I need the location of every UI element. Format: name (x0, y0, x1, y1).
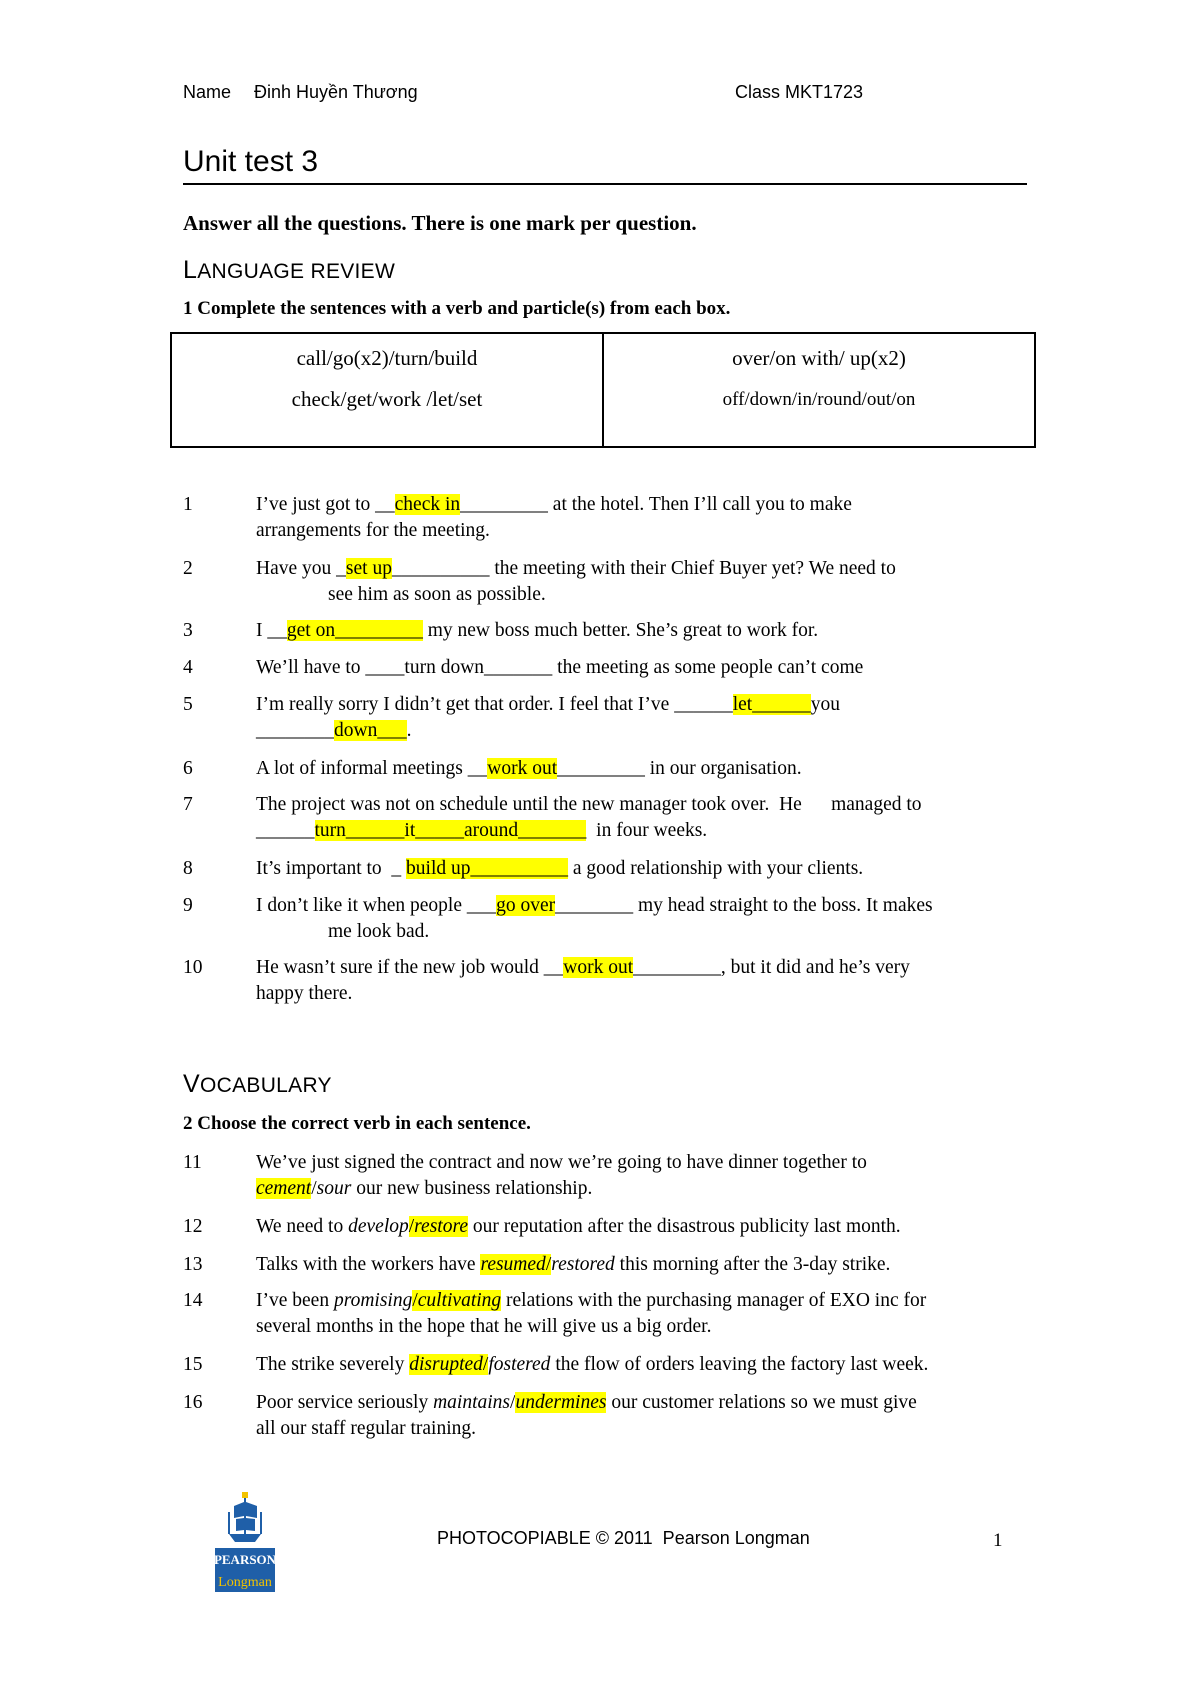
logo-text-longman: Longman (218, 1575, 272, 1590)
heading-first-letter: L (183, 256, 198, 284)
option-unselected: restored (551, 1254, 615, 1275)
option-separator: / (482, 1354, 489, 1375)
question-text: A lot of informal meetings __ (256, 758, 488, 779)
question-15 (183, 1352, 1023, 1378)
option-unselected: maintains (433, 1392, 511, 1413)
name-value: Đinh Huyền Thương (254, 82, 418, 102)
verbs-column (172, 334, 602, 446)
heading-first-letter: V (183, 1070, 200, 1098)
question-number: 1 (183, 494, 193, 515)
answer-blank: ______ (345, 820, 405, 841)
particles-line-1: over/on with/ up(x2) (732, 346, 906, 370)
question-7 (183, 792, 1023, 844)
question-number: 11 (183, 1152, 202, 1173)
question-number: 4 (183, 657, 193, 678)
task-2-instruction: 2 Choose the correct verb in each sentence. (183, 1113, 531, 1134)
question-13 (183, 1252, 1023, 1278)
question-text: me look bad. (328, 921, 430, 942)
question-text: the flow of orders leaving the factory last week. (550, 1354, 929, 1375)
question-number: 12 (183, 1216, 203, 1237)
answer-highlight: set up (345, 558, 392, 579)
question-text: Poor service seriously (256, 1392, 434, 1413)
task-1-instruction: 1 Complete the sentences with a verb and particle(s) from each box. (183, 298, 731, 319)
question-text: our new business relationship. (351, 1178, 593, 1199)
question-number: 3 (183, 620, 193, 641)
answer-highlight: get on (286, 620, 336, 641)
answer-blank: _____ (415, 820, 465, 841)
question-text: Talks with the workers have (256, 1254, 481, 1275)
option-selected: disrupted (409, 1354, 483, 1375)
section-heading-language-review (183, 256, 395, 285)
answer-highlight: go over (496, 895, 556, 916)
question-text: ________ my head straight to the boss. It makes (555, 895, 933, 916)
question-text: We’ve just signed the contract and now we’re going to have dinner together to (256, 1152, 867, 1173)
question-3 (183, 618, 1023, 644)
heading-rest: OCABULARY (199, 1074, 332, 1097)
answer-blank: ___ (377, 720, 407, 741)
question-number: 16 (183, 1392, 203, 1413)
question-text: _________, but it did and he’s very (633, 957, 910, 978)
question-text: this morning after the 3-day strike. (614, 1254, 891, 1275)
option-selected: restore (414, 1216, 468, 1237)
question-number: 8 (183, 858, 193, 879)
answer-highlight: down (334, 720, 378, 741)
question-8 (183, 856, 1023, 882)
question-14 (183, 1288, 1023, 1340)
question-text: our customer relations so we must give (606, 1392, 917, 1413)
verbs-line-2: check/get/work /let/set (291, 387, 483, 411)
title-divider (183, 183, 1027, 185)
question-text: We’ll have to ____turn down_______ the meeting as some people can’t come (256, 657, 864, 678)
option-selected: resumed (480, 1254, 546, 1275)
logo-text-pearson: PEARSON (215, 1552, 275, 1567)
heading-rest: ANGUAGE REVIEW (197, 260, 396, 283)
answer-blank: ______ (752, 694, 811, 715)
question-text: in four weeks. (586, 820, 708, 841)
particles-line-2: off/down/in/round/out/on (722, 389, 916, 410)
answer-blank: ______ (256, 820, 315, 841)
question-text: . (406, 720, 412, 741)
option-separator: / (412, 1290, 418, 1311)
question-text: arrangements for the meeting. (256, 520, 490, 541)
answer-highlight: work out (563, 957, 634, 978)
question-6 (183, 756, 1023, 782)
question-number: 9 (183, 895, 193, 916)
option-unselected: sour (316, 1178, 352, 1199)
question-16 (183, 1390, 1023, 1442)
question-number: 5 (183, 694, 193, 715)
page-number: 1 (993, 1530, 1003, 1551)
answer-highlight: it (404, 820, 416, 841)
answer-blank: _________ (335, 620, 423, 641)
question-text: Have you _ (256, 558, 346, 579)
question-number: 7 (183, 794, 193, 815)
question-text: He wasn’t sure if the new job would __ (256, 957, 564, 978)
question-text: I’ve just got to __ (256, 494, 395, 515)
word-box (170, 332, 1036, 448)
question-text: I’ve been (256, 1290, 334, 1311)
question-number: 2 (183, 558, 193, 579)
question-text: _________ at the hotel. Then I’ll call you to make (460, 494, 852, 515)
ship-icon (215, 1490, 275, 1592)
answer-highlight: turn (314, 820, 346, 841)
section-heading-vocabulary (183, 1070, 332, 1099)
question-text: all our staff regular training. (256, 1418, 477, 1439)
question-number: 14 (183, 1290, 203, 1311)
question-number: 6 (183, 758, 193, 779)
answer-highlight: work out (487, 758, 558, 779)
question-number: 13 (183, 1254, 203, 1275)
question-2 (183, 556, 1023, 608)
question-10 (183, 955, 1023, 1007)
question-number: 15 (183, 1354, 203, 1375)
option-unselected: fostered (488, 1354, 551, 1375)
question-text: We need to (256, 1216, 349, 1237)
copyright-notice: PHOTOCOPIABLE © 2011 Pearson Longman (437, 1528, 810, 1548)
class-field: Class MKT1723 (735, 82, 864, 102)
answer-blank: __________ (470, 858, 568, 879)
question-text: I __ (256, 620, 287, 641)
answer-highlight: let (732, 694, 753, 715)
question-11 (183, 1150, 1023, 1202)
answer-highlight: check in (394, 494, 461, 515)
option-separator: / (408, 1216, 415, 1237)
name-field (183, 82, 418, 103)
question-text: It’s important to _ (256, 858, 407, 879)
question-5 (183, 692, 1023, 744)
question-text: happy there. (256, 983, 353, 1004)
option-unselected: promising (333, 1290, 413, 1311)
option-separator: / (510, 1392, 516, 1413)
question-text: _________ in our organisation. (557, 758, 802, 779)
question-text: __________ the meeting with their Chief Buyer yet? We need to (391, 558, 896, 579)
option-selected: cultivating (417, 1290, 502, 1311)
question-text: The project was not on schedule until the new manager took over. He managed to (256, 794, 922, 815)
pearson-longman-logo (215, 1490, 275, 1592)
option-selected: undermines (515, 1392, 607, 1413)
name-label: Name (183, 82, 232, 102)
verbs-line-1: call/go(x2)/turn/build (296, 346, 478, 370)
question-text: relations with the purchasing manager of EXO inc for (501, 1290, 927, 1311)
question-4 (183, 655, 1023, 681)
question-text: several months in the hope that he will give us a big order. (256, 1316, 712, 1337)
question-text: I’m really sorry I didn’t get that order. I feel that I’ve ______ (256, 694, 733, 715)
question-1 (183, 492, 1023, 544)
answer-highlight: around (464, 820, 519, 841)
question-text: you (810, 694, 840, 715)
page-title: Unit test 3 (183, 145, 319, 178)
question-text: our reputation after the disastrous publicity last month. (467, 1216, 901, 1237)
instructions: Answer all the questions. There is one mark per question. (183, 211, 697, 235)
question-text: see him as soon as possible. (328, 584, 546, 605)
option-separator: / (311, 1178, 317, 1199)
question-text: The strike severely (256, 1354, 410, 1375)
question-text: my new boss much better. She’s great to work for. (422, 620, 819, 641)
answer-blank: ________ (256, 720, 334, 741)
question-text: a good relationship with your clients. (568, 858, 864, 879)
answer-highlight: build up (406, 858, 471, 879)
question-text: I don’t like it when people ___ (256, 895, 497, 916)
particles-column (602, 334, 1034, 446)
question-number: 10 (183, 957, 203, 978)
option-unselected: develop (348, 1216, 409, 1237)
question-12 (183, 1214, 1023, 1240)
question-9 (183, 893, 1023, 945)
option-separator: / (545, 1254, 552, 1275)
option-selected: cement (256, 1178, 312, 1199)
answer-blank: _______ (518, 820, 587, 841)
